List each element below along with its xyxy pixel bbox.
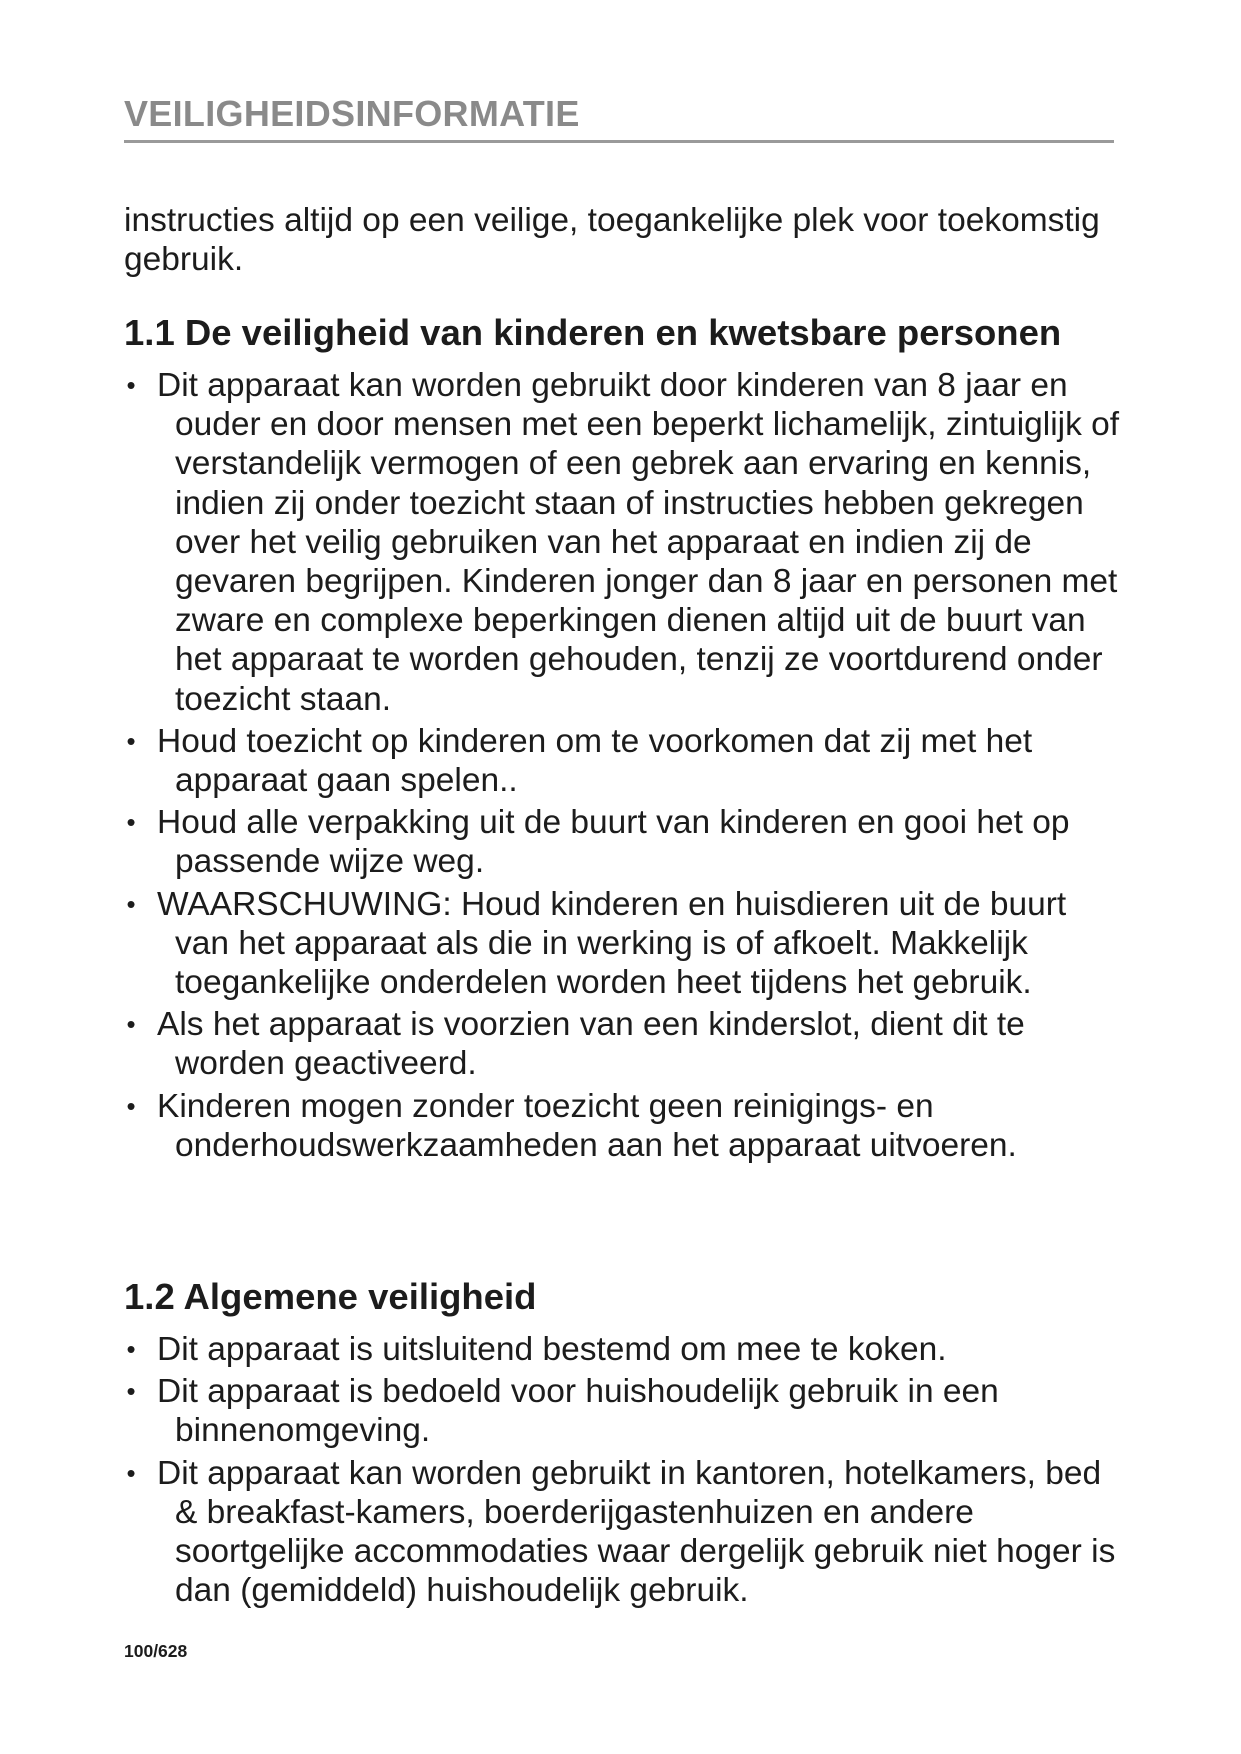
- children-safety-list: [124, 366, 1124, 1168]
- list-item: [124, 803, 1124, 881]
- list-item-text: Als het apparaat is voorzien van een kinderslot, dient dit te worden geactiveerd.: [157, 1006, 1025, 1083]
- list-item: [124, 1454, 1124, 1611]
- bullet-icon: •: [126, 1009, 136, 1040]
- list-item: [124, 1330, 1124, 1369]
- bullet-icon: •: [126, 1334, 136, 1364]
- bullet-icon: •: [126, 725, 136, 756]
- bullet-icon: •: [126, 1457, 136, 1488]
- page-number: 100/628: [124, 1641, 188, 1661]
- list-item-text: WAARSCHUWING: Houd kinderen en huisdieren uit de buurt van het apparaat als die in werking is of afkoelt. Makkelijk toegankelijke onderdelen worden heet tijdens het gebruik.: [157, 885, 1067, 1002]
- general-safety-list: [124, 1330, 1124, 1613]
- list-item: [124, 885, 1124, 1003]
- list-item: [124, 1372, 1124, 1450]
- list-item: [124, 1005, 1124, 1083]
- list-item-text: Dit apparaat kan worden gebruikt door kinderen van 8 jaar en ouder en door mensen met een beperkt lichamelijk, zintuiglijk of verstandelijk vermogen of een gebrek aan ervaring en kennis, indien zij onder toezicht staan of instructies hebben gekregen over het veilig gebruiken van het apparaat en indien zij de gevaren begrijpen. Kinderen jonger dan 8 jaar en personen met zware en complexe beperkingen dienen altijd uit de buurt van het apparaat te worden gehouden, tenzij ze voortdurend onder toezicht staan.: [157, 367, 1120, 718]
- list-item-text: Kinderen mogen zonder toezicht geen reinigings- en onderhoudswerkzaamheden aan het apparaat uitvoeren.: [157, 1087, 1017, 1164]
- bullet-icon: •: [126, 1090, 136, 1121]
- intro-paragraph: instructies altijd op een veilige, toegankelijke plek voor toekomstig gebruik.: [124, 202, 1100, 278]
- bullet-icon: •: [126, 1376, 136, 1407]
- list-item-text: Dit apparaat kan worden gebruikt in kantoren, hotelkamers, bed & breakfast-kamers, boerderijgastenhuizen en andere soortgelijke accommodaties waar dergelijk gebruik niet hoger is dan (gemiddeld) huishoudelijk gebruik.: [157, 1454, 1116, 1610]
- list-item-text: Houd alle verpakking uit de buurt van kinderen en gooi het op passende wijze weg.: [157, 804, 1070, 881]
- list-item: [124, 366, 1124, 719]
- list-item: [124, 1087, 1124, 1165]
- running-header: VEILIGHEIDSINFORMATIE: [124, 93, 580, 134]
- section-title-children-safety: 1.1 De veiligheid van kinderen en kwetsbare personen: [124, 312, 1062, 353]
- bullet-icon: •: [126, 370, 136, 400]
- header-divider: [124, 140, 1114, 143]
- list-item-text: Dit apparaat is bedoeld voor huishoudelijk gebruik in een binnenomgeving.: [157, 1373, 999, 1450]
- list-item-text: Houd toezicht op kinderen om te voorkomen dat zij met het apparaat gaan spelen..: [157, 722, 1033, 800]
- list-item-text: Dit apparaat is uitsluitend bestemd om mee te koken.: [157, 1331, 947, 1368]
- section-title-general-safety: 1.2 Algemene veiligheid: [124, 1276, 537, 1317]
- list-item: [124, 722, 1124, 800]
- bullet-icon: •: [126, 807, 136, 838]
- bullet-icon: •: [126, 888, 136, 919]
